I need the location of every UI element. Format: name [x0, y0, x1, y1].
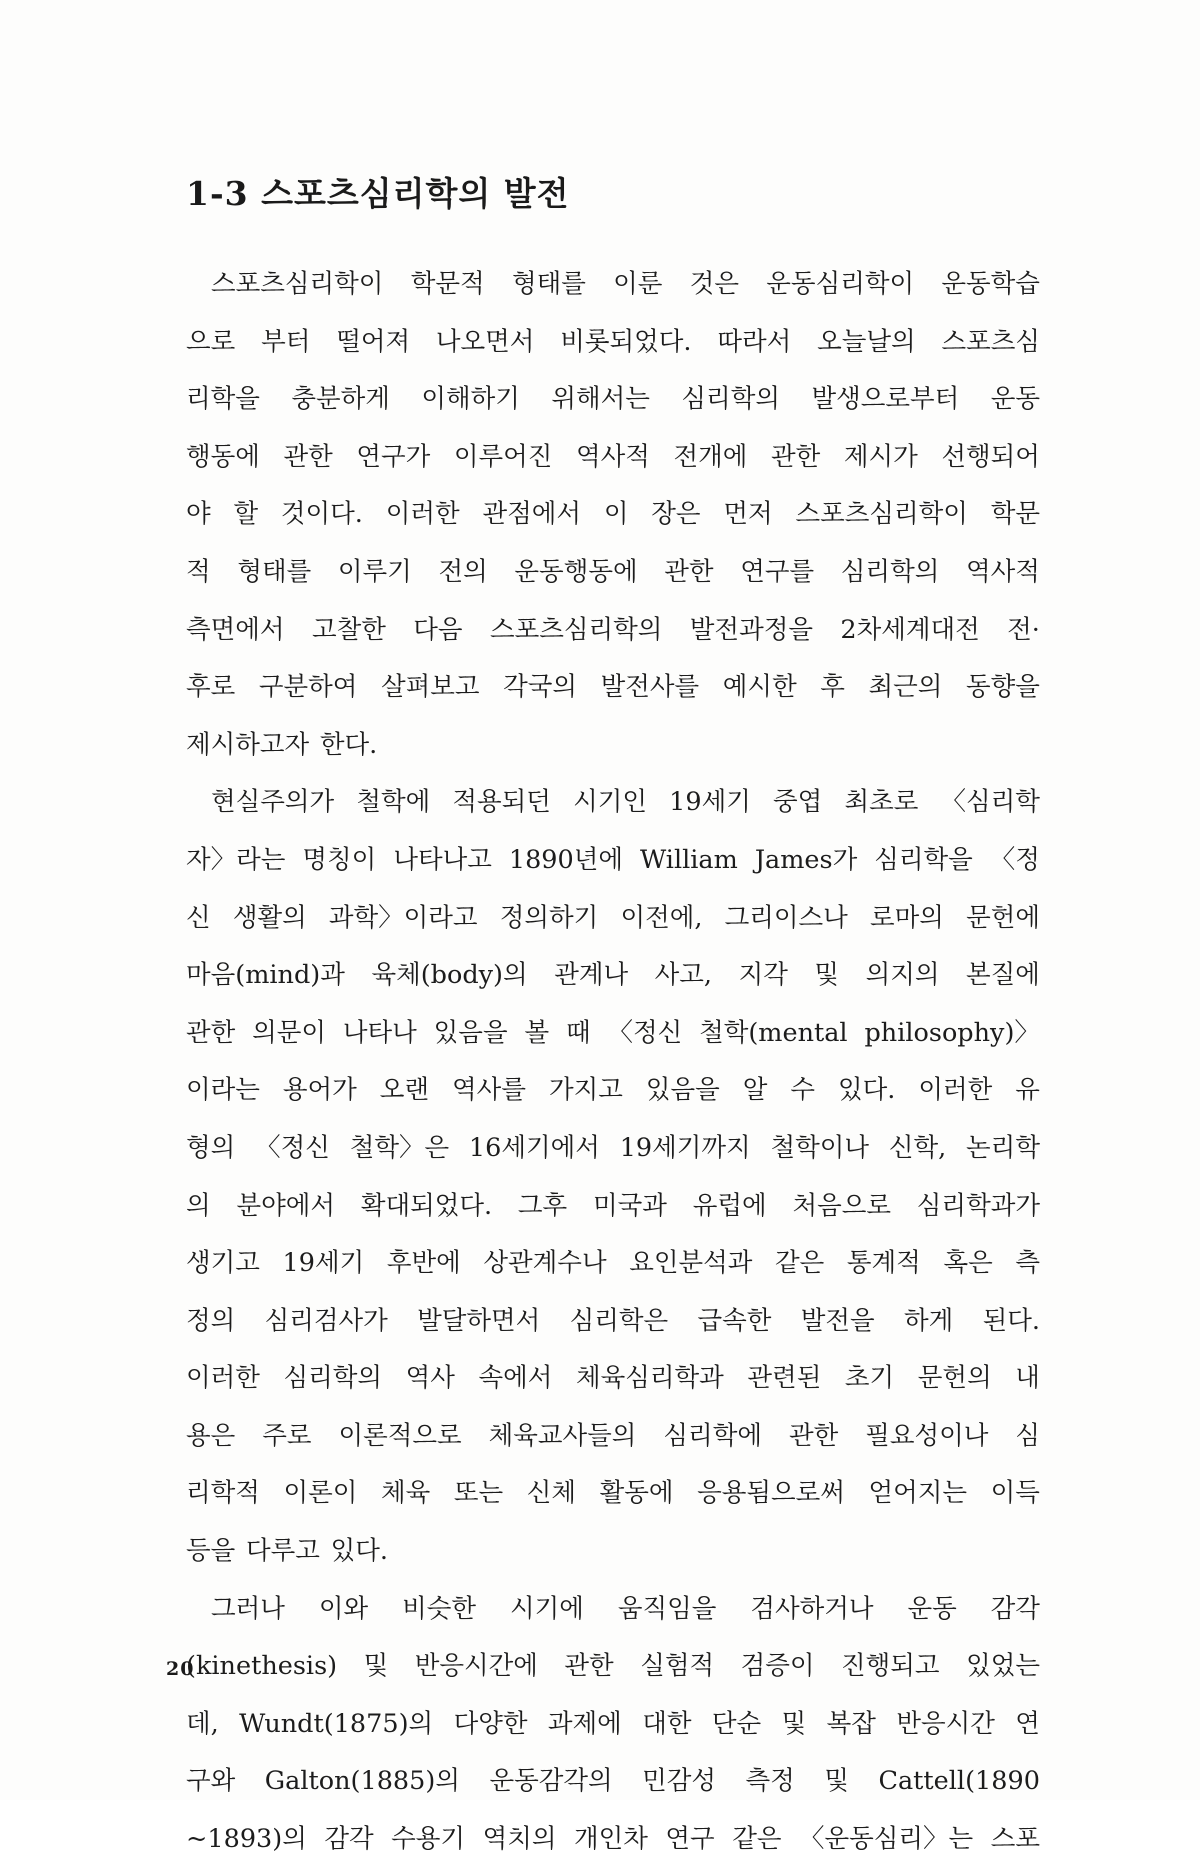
text-line: 형의 〈정신 철학〉은 16세기에서 19세기까지 철학이나 신학, 논리학 [186, 1132, 1040, 1163]
text-line: 그러나 이와 비슷한 시기에 움직임을 검사하거나 운동 감각 [211, 1593, 1040, 1624]
text-line: 제시하고자 한다. [186, 729, 378, 760]
text-line: 생기고 19세기 후반에 상관계수나 요인분석과 같은 통계적 혹은 측 [186, 1248, 1040, 1279]
text-line: 현실주의가 철학에 적용되던 시기인 19세기 중엽 최초로 〈심리학 [211, 787, 1040, 818]
paragraph-1 [186, 256, 1040, 774]
paragraph-3 [186, 1581, 1040, 1869]
text-line: 이라는 용어가 오랜 역사를 가지고 있음을 알 수 있다. 이러한 유 [186, 1075, 1040, 1106]
text-line: 스포츠심리학이 학문적 형태를 이룬 것은 운동심리학이 운동학습 [211, 269, 1040, 299]
text-line: 의 분야에서 확대되었다. 그후 미국과 유럽에 처음으로 심리학과가 [186, 1190, 1040, 1221]
body-text [186, 256, 1040, 1869]
text-line: 마음(mind)과 육체(body)의 관계나 사고, 지각 및 의지의 본질에 [186, 960, 1040, 991]
text-line: 관한 의문이 나타나 있음을 볼 때 〈정신 철학(mental philosophy)〉 [186, 1017, 1040, 1048]
text-line: 측면에서 고찰한 다음 스포츠심리학의 발전과정을 2차세계대전 전· [186, 614, 1040, 645]
text-line: 이러한 심리학의 역사 속에서 체육심리학과 관련된 초기 문헌의 내 [186, 1363, 1040, 1394]
text-line: 용은 주로 이론적으로 체육교사들의 심리학에 관한 필요성이나 심 [186, 1420, 1040, 1451]
text-line: 자〉라는 명칭이 나타나고 1890년에 William James가 심리학을 〈정 [186, 844, 1040, 875]
section-heading: 1-3 스포츠심리학의 발전 [186, 174, 570, 213]
text-line: 데, Wundt(1875)의 다양한 과제에 대한 단순 및 복잡 반응시간 연 [186, 1708, 1040, 1739]
text-line: 리학적 이론이 체육 또는 신체 활동에 응용됨으로써 얻어지는 이득 [186, 1478, 1040, 1509]
text-line: 등을 다루고 있다. [186, 1536, 388, 1567]
text-line: 으로 부터 떨어져 나오면서 비롯되었다. 따라서 오늘날의 스포츠심 [186, 326, 1040, 357]
text-line: 구와 Galton(1885)의 운동감각의 민감성 측정 및 Cattell(1890 [186, 1766, 1040, 1797]
page-number: 20 [166, 1658, 195, 1680]
text-line: ~1893)의 감각 수용기 역치의 개인차 연구 같은 〈운동심리〉는 스포 [186, 1824, 1040, 1855]
text-line: 적 형태를 이루기 전의 운동행동에 관한 연구를 심리학의 역사적 [186, 556, 1040, 587]
text-line: 리학을 충분하게 이해하기 위해서는 심리학의 발생으로부터 운동 [186, 384, 1040, 415]
text-line: 정의 심리검사가 발달하면서 심리학은 급속한 발전을 하게 된다. [186, 1305, 1040, 1336]
text-line: 행동에 관한 연구가 이루어진 역사적 전개에 관한 제시가 선행되어 [186, 441, 1040, 472]
text-line: 신 생활의 과학〉이라고 정의하기 이전에, 그리이스나 로마의 문헌에 [186, 902, 1040, 933]
paragraph-2 [186, 774, 1040, 1580]
text-line: 야 할 것이다. 이러한 관점에서 이 장은 먼저 스포츠심리학이 학문 [186, 499, 1040, 530]
text-line: 후로 구분하여 살펴보고 각국의 발전사를 예시한 후 최근의 동향을 [186, 672, 1040, 703]
text-line: (kinethesis) 및 반응시간에 관한 실험적 검증이 진행되고 있었는 [186, 1651, 1040, 1682]
